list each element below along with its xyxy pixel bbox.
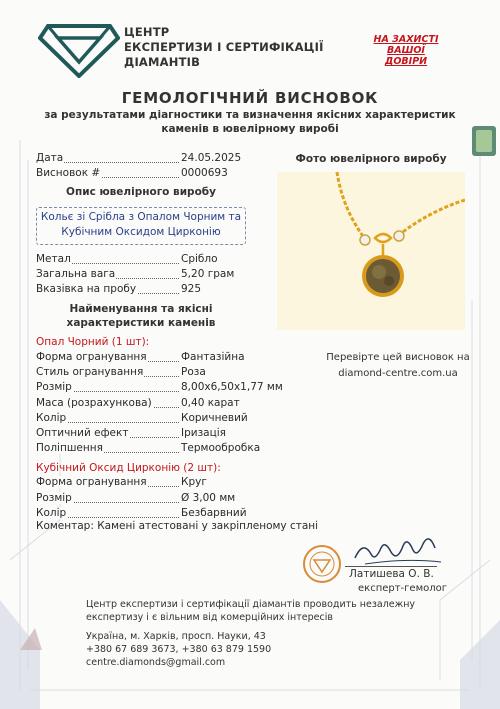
stone-row xyxy=(36,506,296,520)
footer-address: Україна, м. Харків, просп. Науки, 43 xyxy=(86,631,266,642)
center-logo xyxy=(38,24,120,78)
stone-row-value: Безбарвний xyxy=(181,507,247,519)
spec-value: Срібло xyxy=(181,253,218,265)
spec-value: 5,20 грам xyxy=(181,268,235,280)
meta-label: Висновок # xyxy=(36,167,101,179)
verify-block xyxy=(318,350,478,382)
brand-line-1: ЦЕНТР xyxy=(124,25,170,39)
stone-row xyxy=(36,365,296,379)
slogan-line-1: НА ЗАХИСТІ xyxy=(373,34,439,45)
expert-name: Латишева О. В. xyxy=(349,568,434,580)
subtitle-line-2: каменів в ювелірному виробі xyxy=(161,123,339,135)
product-line-2: Кубічним Оксидом Цирконію xyxy=(61,226,221,238)
stone-row xyxy=(36,396,296,410)
spec-row-weight xyxy=(36,267,296,281)
stone-row-value: Термообробка xyxy=(181,442,261,455)
slogan xyxy=(358,34,454,67)
stone-row xyxy=(36,491,296,505)
signature-line xyxy=(345,566,437,567)
stone-row-label: Стиль огранування xyxy=(36,366,144,379)
stone-row-label: Форма огранування xyxy=(36,351,147,363)
brand-line-3: ДІАМАНТІВ xyxy=(124,55,201,69)
document-title: ГЕМОЛОГІЧНИЙ ВИСНОВОК xyxy=(121,89,379,107)
stone-row-value: Круг xyxy=(181,476,207,488)
stone-row-label: Маса (розрахункова) xyxy=(36,396,152,409)
stone-row-value: Коричневий xyxy=(181,411,248,424)
stone-row-value: Роза xyxy=(181,366,206,379)
product-description-box xyxy=(36,207,246,245)
meta-row-number xyxy=(36,166,296,180)
spec-label: Метал xyxy=(36,253,71,265)
stone-row xyxy=(36,411,296,425)
stones-heading-line-2: характеристики каменів xyxy=(66,317,216,329)
verify-text: Перевірте цей висновок на xyxy=(326,352,470,363)
stone-row xyxy=(36,475,296,489)
seal-stamp xyxy=(302,544,342,584)
stone-row-label: Розмір xyxy=(36,381,72,394)
document-subtitle xyxy=(0,108,500,136)
stone-row-value: 8,00х6,50х1,77 мм xyxy=(181,381,283,394)
jewelry-photo xyxy=(277,172,465,330)
footer-line-2: експертизу і є вільним від комерційних інтересів xyxy=(86,612,333,623)
footer-email[interactable]: centre.diamonds@gmail.com xyxy=(86,657,226,668)
stone-row-value: Фантазійна xyxy=(181,351,245,363)
stone-row-label: Поліпшення xyxy=(36,442,103,455)
stone-row-label: Колір xyxy=(36,411,67,424)
footer-line-1: Центр експертизи і сертифікації діамантів проводить незалежну xyxy=(86,599,416,610)
slogan-line-2: ВАШОЇ xyxy=(387,45,425,56)
stone1-title: Опал Чорний (1 шт): xyxy=(36,336,150,348)
stones-heading-line-1: Найменування та якісні xyxy=(69,303,213,315)
meta-row-date xyxy=(36,151,296,165)
meta-label: Дата xyxy=(36,152,64,164)
stone-row xyxy=(36,380,296,394)
verify-website[interactable]: diamond-centre.com.ua xyxy=(338,368,458,379)
stone-row-value: 0,40 карат xyxy=(181,396,240,409)
stone-row xyxy=(36,350,296,364)
stone-row-label: Форма огранування xyxy=(36,476,147,488)
stone2-title: Кубічний Оксид Цирконію (2 шт): xyxy=(36,462,221,474)
meta-value: 0000693 xyxy=(181,167,228,179)
product-line-1: Кольє зі Срібла з Опалом Чорним та xyxy=(40,211,242,223)
spec-label: Вказівка на пробу xyxy=(36,283,137,295)
spec-label: Загальна вага xyxy=(36,268,116,280)
stone-row-value: Іризація xyxy=(181,427,226,439)
comment: Коментар: Камені атестовані у закріпленому стані xyxy=(36,520,319,532)
stone-row-label: Розмір xyxy=(36,491,72,504)
spec-row-metal xyxy=(36,252,296,266)
stone-row xyxy=(36,441,296,455)
slogan-line-3: ДОВІРИ xyxy=(384,56,428,67)
subtitle-line-1: за результатами діагностики та визначення якісних характеристик xyxy=(44,109,456,121)
footer-statement xyxy=(86,598,416,624)
photo-title: Фото ювелірного виробу xyxy=(295,153,447,165)
spec-value: 925 xyxy=(181,283,202,295)
stone-row xyxy=(36,426,296,440)
expert-role: експерт-гемолог xyxy=(358,583,447,594)
footer-contacts xyxy=(86,630,386,669)
stone-row-value: Ø 3,00 мм xyxy=(181,491,236,504)
brand-line-2: ЕКСПЕРТИЗИ І СЕРТИФІКАЦІЇ xyxy=(124,40,324,54)
stones-heading xyxy=(36,302,246,330)
footer-phones: +380 67 689 3673, +380 63 879 1590 xyxy=(86,644,272,655)
stone-row-label: Колір xyxy=(36,507,67,519)
product-heading: Опис ювелірного виробу xyxy=(66,186,216,198)
stone-row-label: Оптичний ефект xyxy=(36,427,129,439)
meta-value: 24.05.2025 xyxy=(181,152,242,164)
spec-row-hallmark xyxy=(36,282,296,296)
